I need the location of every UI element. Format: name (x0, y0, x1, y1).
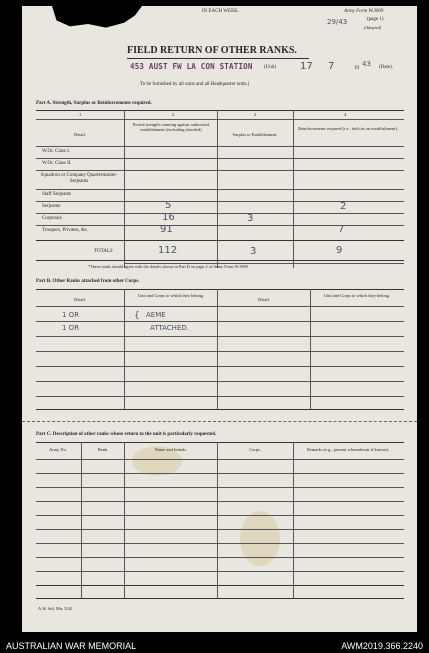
rule (293, 442, 294, 598)
caption-institution: AUSTRALIAN WAR MEMORIAL (6, 641, 137, 651)
col-header-rank: Rank. (97, 447, 109, 452)
rule (36, 306, 404, 307)
print-code: A.W. Std. Mtr. 5/42 (38, 606, 72, 611)
serjeants-reinf: 2 (340, 201, 347, 212)
torn-corner (52, 6, 142, 30)
part-a-footnote: *These totals should agree with the details shown in Part D on page 2 of Army Form W.3009. (88, 264, 249, 269)
rule (36, 543, 404, 544)
top-note: IN EACH WEEK. (202, 9, 239, 14)
rule (36, 201, 404, 202)
rule (36, 515, 404, 516)
rule (124, 289, 125, 409)
col-header-corps: Corps. (249, 447, 261, 452)
rule (36, 225, 404, 226)
troopers-reinf: 7 (338, 224, 345, 235)
rule (36, 170, 404, 171)
form-sheet (22, 6, 417, 632)
row-label-cqms: Squadron or Company Quartermaster-Serjeants (40, 173, 118, 184)
rule (36, 189, 404, 190)
form-id: Army Form W.3009 (344, 9, 384, 14)
rule (36, 289, 404, 290)
date-month: 7 (328, 61, 335, 72)
col-header-posted: Posted strength counting against authorized establishment (excluding attached) (132, 122, 210, 132)
col-header-army-no: Army No. (49, 447, 67, 452)
rule (36, 381, 404, 382)
row-label-wo-class-1: W.Or. Class I. (42, 149, 71, 154)
rule (36, 158, 404, 159)
col-number: 1 (79, 112, 82, 117)
rule (36, 487, 404, 488)
rule (36, 442, 404, 443)
col-number: 2 (172, 112, 175, 117)
part-b-heading: Part B. Other Ranks attached from other Corps. (36, 279, 140, 284)
rule (36, 110, 404, 111)
col-header-surplus: Surplus to Establishment. (232, 132, 278, 137)
row-label-wo-class-2: W.Or. Class II. (42, 161, 72, 166)
col-header-name: Name and Initials. (154, 447, 188, 452)
row-label-corporals: Corporals (42, 216, 62, 221)
date-label: (Date). (379, 65, 394, 70)
col-header-unit-corps: Unit and Corps to which they belong. (138, 293, 204, 298)
rule (36, 409, 404, 410)
rule (36, 557, 404, 558)
rule (36, 501, 404, 502)
form-page: (page 1) (367, 17, 384, 22)
form-adopted: (Adopted) (364, 25, 382, 30)
brace-mark: { (134, 311, 140, 321)
serjeants-posted: 5 (165, 200, 172, 211)
rule (217, 289, 218, 409)
rule (36, 260, 404, 261)
attached-unit: ATTACHED. (150, 324, 189, 332)
rule (36, 571, 404, 572)
row-label-staff-serjeants: Staff Serjeants (42, 192, 72, 197)
troopers-posted: 91 (160, 224, 173, 235)
totals-surplus: 3 (250, 246, 257, 257)
rule (36, 396, 404, 397)
unit-label: (Unit) (264, 65, 277, 70)
attached-detail: 1 OR (62, 324, 80, 332)
furnish-note: To be furnished by all units and all Headquarter units.) (140, 82, 250, 87)
totals-reinf: 9 (336, 245, 343, 256)
col-header-detail: Detail. (74, 297, 86, 302)
date-day: 17 (300, 61, 313, 72)
rule (36, 529, 404, 530)
form-title: FIELD RETURN OF OTHER RANKS. (127, 45, 297, 56)
rule (36, 585, 404, 586)
part-a-heading: Part A. Strength, Surplus or Reinforcements required. (36, 101, 152, 106)
rule (36, 473, 404, 474)
totals-label: TOTALS (94, 249, 113, 254)
unit-stamp: 453 AUST FW LA CON STATION (130, 62, 253, 71)
corporals-surplus: 3 (247, 213, 254, 224)
col-header-unit-corps: Unit and Corps to which they belong. (324, 293, 390, 298)
rule (36, 336, 404, 337)
part-c-heading: Part C. Description of other ranks whose return to the unit is particularly requested. (36, 432, 217, 437)
row-label-troopers: Troopers, Privates, &c. (42, 228, 89, 233)
rule (36, 146, 404, 147)
handwritten-ref: 29/43 (327, 18, 348, 26)
rule (36, 351, 404, 352)
rule (36, 459, 404, 460)
rule (310, 289, 311, 409)
col-header-remarks: Remarks (e.g., present whereabouts if known). (306, 447, 390, 452)
corporals-posted: 16 (162, 212, 175, 223)
date-year-prefix: 19 (354, 66, 359, 71)
rule (36, 213, 404, 214)
attached-detail: 1 OR (62, 311, 80, 319)
row-label-serjeants: Serjeants (42, 204, 61, 209)
attached-unit: AEME (146, 311, 166, 319)
rule (36, 598, 404, 599)
col-number: 4 (344, 112, 347, 117)
col-number: 3 (254, 112, 257, 117)
rule (36, 240, 404, 241)
col-header-detail: Detail. (258, 297, 270, 302)
rule (81, 442, 82, 598)
caption-accession: AWM2019.366.2240 (341, 641, 423, 651)
date-year: 43 (362, 60, 371, 68)
col-header-reinf: Reinforcements required (i.e., deficits on establishment). (298, 126, 398, 131)
totals-posted: 112 (158, 245, 178, 256)
perforation-line (22, 421, 417, 422)
rule (36, 119, 404, 120)
rule (36, 321, 404, 322)
rule (124, 442, 125, 598)
rule (217, 442, 218, 598)
rule (36, 366, 404, 367)
col-header-detail: Detail. (74, 132, 86, 137)
title-underline (127, 58, 309, 59)
